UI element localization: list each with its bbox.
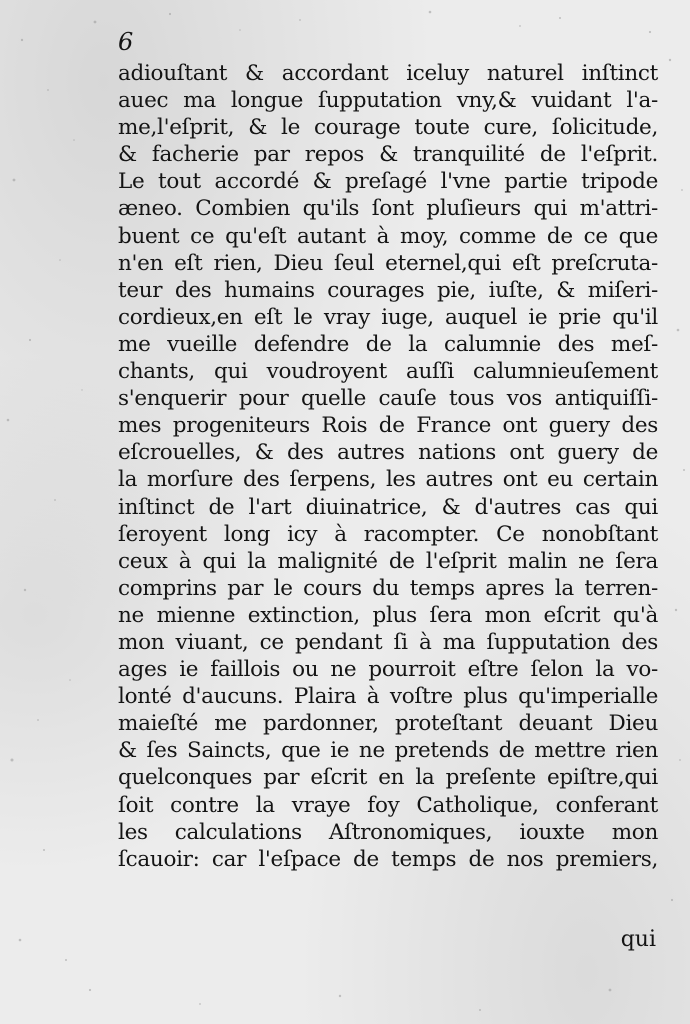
- text-line: ſoit contre la vraye foy Catholique, conferant: [118, 792, 658, 818]
- text-line: me,l'eſprit, & le courage toute cure, ſolicitude,: [118, 115, 658, 141]
- body-text: [118, 60, 658, 873]
- text-line: Le tout accordé & preſagé l'vne partie tripode: [118, 169, 658, 195]
- text-line: & ſes Saincts, que ie ne pretends de mettre rien: [118, 738, 658, 764]
- text-line: æneo. Combien qu'ils ſont pluſieurs qui m'attri-: [118, 196, 658, 222]
- text-line: comprins par le cours du temps apres la terren-: [118, 575, 658, 601]
- text-line: mes progeniteurs Rois de France ont guery des: [118, 413, 658, 439]
- text-line: s'enquerir pour quelle cauſe tous vos antiquiſſi-: [118, 386, 658, 412]
- text-line: chants, qui voudroyent auſſi calumnieuſement: [118, 359, 658, 385]
- text-line: cordieux,en eſt le vray iuge, auquel ie prie qu'il: [118, 304, 658, 330]
- text-line: ne mienne extinction, plus ſera mon eſcrit qu'à: [118, 602, 658, 628]
- text-line: quelconques par eſcrit en la preſente epiſtre,qui: [118, 765, 658, 791]
- text-line: adiouſtant & accordant iceluy naturel inſtinct: [118, 61, 658, 86]
- text-line: n'en eſt rien, Dieu ſeul eternel,qui eſt preſcruta-: [118, 250, 658, 276]
- text-line: inſtinct de l'art diuinatrice, & d'autres cas qui: [118, 494, 658, 520]
- catchword: qui: [620, 927, 656, 952]
- text-line: lonté d'aucuns. Plaira à voſtre plus qu'imperialle: [118, 684, 658, 710]
- text-line: auec ma longue ſupputation vny,& vuidant l'a-: [118, 88, 658, 114]
- text-line: ages ie faillois ou ne pourroit eſtre ſelon la vo-: [118, 657, 658, 683]
- text-line: la morſure des ſerpens, les autres ont eu certain: [118, 467, 658, 493]
- text-line: buent ce qu'eſt autant à moy, comme de ce que: [118, 223, 658, 249]
- text-line: ſeroyent long icy à racompter. Ce nonobſtant: [118, 521, 658, 547]
- text-line: me vueille defendre de la calumnie des meſ-: [118, 331, 658, 357]
- text-line: & facherie par repos & tranquilité de l'eſprit.: [118, 142, 658, 168]
- text-line: mon viuant, ce pendant ſi à ma ſupputation des: [118, 629, 658, 655]
- text-line: maieſté me pardonner, proteſtant deuant Dieu: [118, 711, 658, 737]
- text-line: ſcauoir: car l'eſpace de temps de nos premiers,: [118, 846, 658, 872]
- text-line: teur des humains courages pie, iuſte, & miſeri-: [118, 277, 658, 303]
- text-line: les calculations Aſtronomiques, iouxte mon: [118, 819, 658, 845]
- page-number: 6: [118, 28, 134, 56]
- text-line: eſcrouelles, & des autres nations ont guery de: [118, 440, 658, 466]
- text-line: ceux à qui la malignité de l'eſprit malin ne ſera: [118, 548, 658, 574]
